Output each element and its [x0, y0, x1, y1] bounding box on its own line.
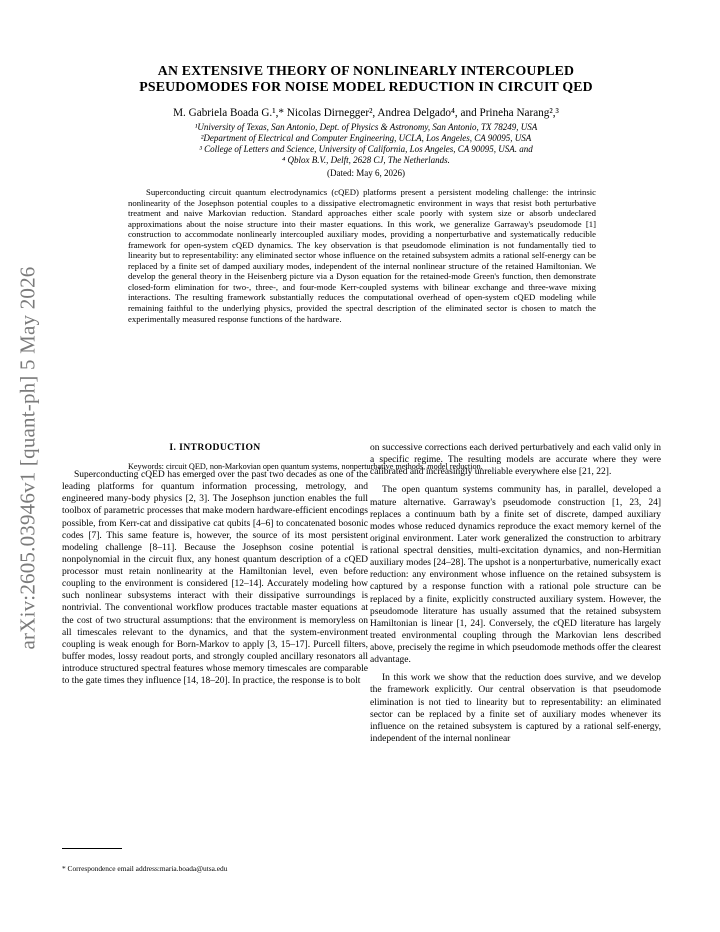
affiliation-4: ⁴ Qblox B.V., Delft, 2628 CJ, The Netherlands.	[282, 155, 450, 165]
affiliation-3: ³ College of Letters and Science, University of California, Los Angeles, CA 90095, USA. and	[199, 144, 533, 154]
date-line: (Dated: May 6, 2026)	[327, 168, 405, 178]
paper-title	[66, 63, 666, 95]
arxiv-identifier: arXiv:2605.03946v1 [quant-ph] 5 May 2026	[15, 266, 40, 650]
affiliation-2: ²Department of Electrical and Computer Engineering, UCLA, Los Angeles, CA 90095, USA	[200, 133, 532, 143]
title-line-1: AN EXTENSIVE THEORY OF NONLINEARLY INTERCOUPLED	[157, 63, 575, 78]
affiliations	[66, 122, 666, 166]
footnote-correspondence: * Correspondence email address:maria.boada@utsa.edu	[62, 864, 228, 873]
section-heading-introduction: I. INTRODUCTION	[169, 442, 261, 453]
intro-paragraph-continued: on successive corrections each derived perturbatively and each valid only in a specific regime. The resulting models are accurate where they were calibrated and increasingly unreliable everywhere else [21, 22].	[370, 443, 661, 478]
intro-paragraph-1: Superconducting cQED has emerged over the past two decades as one of the leading platforms for quantum information processing, metrology, and engineered many-body physics [2, 3]. The Josephson junction enables the full toolbox of parametric processes that make modern hardware-efficient encodings possible, from Kerr-cat and dissipative cat qubits [4–6] to concatenated bosonic codes [7]. This same feature is, however, the source of its most persistent modeling challenge [8–11]. Because the Josephson cosine potential is nonpolynomial in the circuit flux, any honest quantum description of a cQED processor must retain nonlinearity at the Hamiltonian level, even before coupling to the environment is considered [12–14]. Accurately modeling how such nonlinear subsystems interact with their dissipative surroundings is nontrivial. The conventional workflow produces tractable master equations at the cost of two structural assumptions: that the environment is memoryless on all timescales relevant to the dynamics, and that the system-environment coupling is weak enough for Born-Markov to apply [3, 15–17]. Purcell filters, buffer modes, lossy readout ports, and strongly coupled ancillary resonators all introduce structured spectral features whose memory timescales are comparable to the gate times they influence [14, 18–20]. In practice, the response is to bolt	[62, 470, 368, 687]
arxiv-sidebar-stamp	[8, 248, 48, 668]
abstract: Superconducting circuit quantum electrodynamics (cQED) platforms present a persistent modeling challenge: the intrinsic nonlinearity of the Josephson potential couples to a dissipative electromagnetic environment in ways that resist both perturbative treatment and naive Markovian reduction. Standard approaches either scale poorly with system size or absorb undeclared approximations about the noise structure into their master equations. In this work, we generalize Garraway's pseudomode [1] construction to accommodate nonlinearly intercoupled auxiliary modes, providing a nonperturbative and systematically reducible framework for open-system cQED dynamics. The key observation is that pseudomode elimination is not fundamentally tied to linearity but to representability: any eliminated sector whose influence on the retained subsystem admits a rational self-energy can be replaced by a finite set of damped auxiliary modes, independent of the internal nonlinear structure of the retained Hamiltonian. We develop the general theory in the Heisenberg picture via a Dyson equation for the retained-mode Green's function, then demonstrate closed-form elimination for two-, three-, and four-mode Kerr-coupled systems with bilinear exchange and three-wave mixing interactions. The resulting framework substantially reduces the computational overhead of open-system cQED modeling while remaining faithful to the underlying physics, provided the spectral description of the eliminated sector is chosen to match the experimentally measured response functions of the hardware.	[128, 187, 596, 324]
left-column	[62, 469, 368, 687]
author-list: M. Gabriela Boada G.¹,* Nicolas Dirnegger², Andrea Delgado⁴, and Prineha Narang²,³	[173, 107, 559, 119]
keywords: Keywords: circuit QED, non-Markovian open quantum systems, nonperturbative methods, model reduction.	[128, 462, 483, 471]
title-line-2: PSEUDOMODES FOR NOISE MODEL REDUCTION IN CIRCUIT QED	[139, 79, 593, 94]
intro-paragraph-2: The open quantum systems community has, in parallel, developed a mature alternative. Garraway's pseudomode construction [1, 23, 24] replaces a continuum bath by a finite set of discrete, damped auxiliary modes whose reduced dynamics reproduce the exact memory kernel of the original environment. Later work generalized the construction to arbitrary rational spectral densities, multi-excitation dynamics, and non-Hermitian auxiliary modes [24–28]. The upshot is a nonperturbative, numerically exact reduction: any environment whose influence on the retained subsystem is captured by a response function with a rational pole structure can be replaced by a finite, explicitly constructed auxiliary system. However, the pseudomode literature has usually assumed that the retained subsystem Hamiltonian is linear [1, 24]. Conversely, the cQED literature has largely treated environmental coupling through the Markovian lens described above, precisely the regime in which pseudomode methods offer the clearest advantage.	[370, 485, 661, 666]
intro-paragraph-3: In this work we show that the reduction does survive, and we develop the framework explicitly. Our central observation is that pseudomode elimination is not tied to linearity but to representability: an eliminated sector can be replaced by a finite set of auxiliary modes whenever its influence on the retained subsystem is captured by a rational self-energy, independent of the internal nonlinear	[370, 673, 661, 744]
right-column	[370, 442, 661, 745]
affiliation-1: ¹University of Texas, San Antonio, Dept. of Physics & Astronomy, San Antonio, TX 78249, USA	[194, 122, 538, 132]
footnote-rule	[62, 848, 122, 849]
